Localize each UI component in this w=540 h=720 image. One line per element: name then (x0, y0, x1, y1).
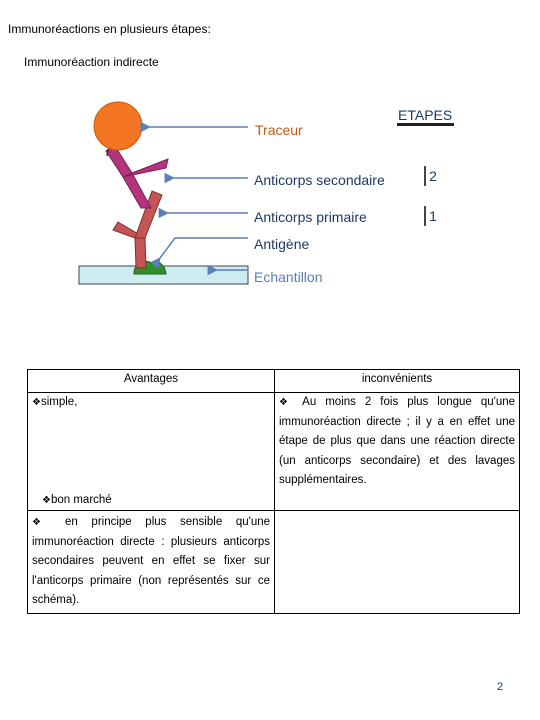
avantage-text: bon marché (50, 493, 112, 506)
avantages-header: Avantages (28, 370, 275, 393)
arrow-antigene (160, 238, 248, 258)
avantages-cell-1 (28, 393, 275, 511)
list-item (32, 491, 270, 511)
inconvenients-header: inconvénients (275, 370, 520, 393)
avantage-text: simple, (40, 396, 78, 408)
list-item (32, 393, 270, 413)
label-antigene: Antigène (254, 236, 310, 252)
traceur-link (107, 149, 108, 156)
inconvenients-cell-1 (275, 393, 520, 511)
label-anticorps-primaire: Anticorps primaire (254, 209, 367, 225)
bullet-icon: ❖ (42, 494, 51, 506)
label-traceur: Traceur (255, 122, 303, 138)
step-number-2: 2 (426, 166, 440, 186)
bullet-icon: ❖ (279, 397, 294, 408)
label-echantillon: Echantillon (254, 269, 323, 285)
step-number-1: 1 (426, 206, 440, 226)
avantage-text: en principe plus sensible qu'une immunoréaction directe : plusieurs anticorps secondaires peuvent en effet se fixer sur l'anticorps primaire (non représentés sur ce schéma). (32, 516, 271, 606)
bullet-icon: ❖ (32, 397, 41, 408)
page-number: 2 (497, 681, 504, 693)
page-subtitle: Immunoréaction indirecte (24, 55, 159, 69)
traceur-circle (94, 102, 142, 150)
inconvenient-text: Au moins 2 fois plus longue qu'une immunoréaction directe ; il y a en effet une étape de plus que dans une réaction directe (un anticorps secondaire) et des lavages supplémentaires. (279, 396, 516, 486)
bullet-icon: ❖ (32, 517, 52, 528)
etapes-title: ETAPES (397, 107, 454, 126)
inconvenients-cell-2 (275, 511, 520, 614)
avantages-cell-2 (28, 511, 275, 614)
label-anticorps-secondaire: Anticorps secondaire (254, 172, 385, 188)
avantages-inconvenients-table (27, 369, 520, 614)
page-title: Immunoréactions en plusieurs étapes: (8, 22, 211, 36)
